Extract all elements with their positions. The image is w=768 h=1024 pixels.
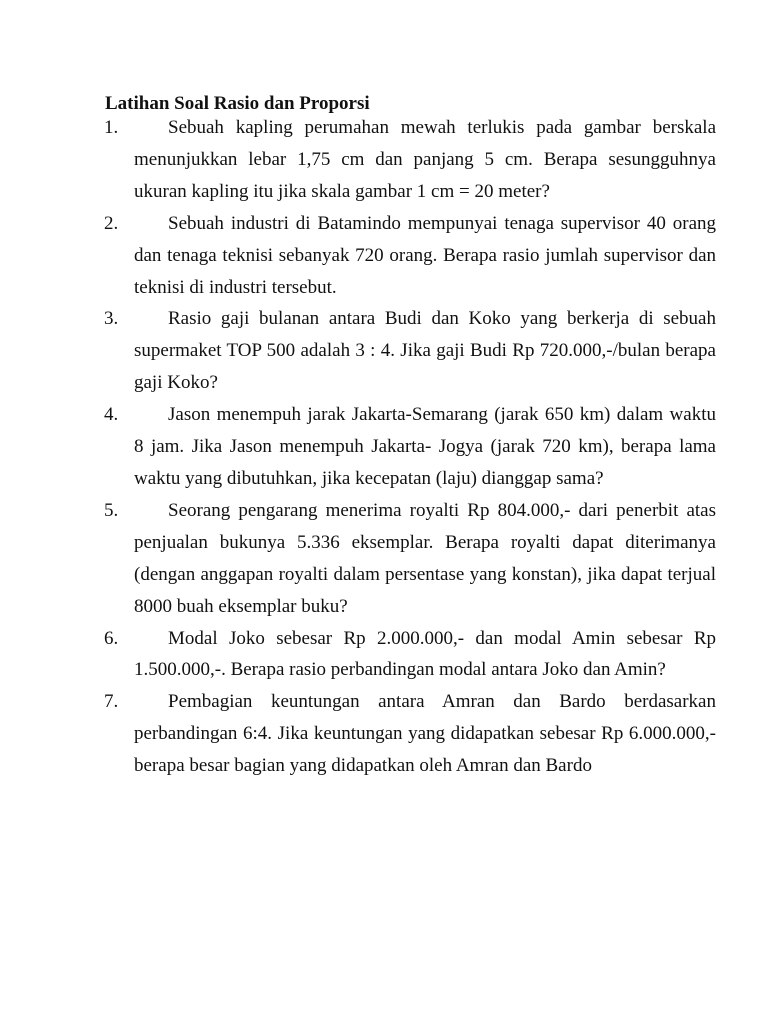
question-number: 1.	[104, 117, 119, 138]
question-text: Pembagian keuntungan antara Amran dan Bardo berdasarkan perbandingan 6:4. Jika keuntungan yang didapatkan sebesar Rp 6.000.000,- berapa besar bagian yang didapatkan oleh Amran dan Bardo	[134, 691, 716, 777]
question-number: 3.	[104, 308, 119, 330]
question-list	[104, 112, 716, 782]
question-item-5	[104, 495, 716, 623]
question-item-7	[104, 686, 716, 782]
question-number: 4.	[104, 404, 119, 426]
question-number: 5.	[104, 499, 119, 521]
question-number: 2.	[104, 212, 119, 234]
question-text: Jason menempuh jarak Jakarta-Semarang (jarak 650 km) dalam waktu 8 jam. Jika Jason menempuh Jakarta- Jogya (jarak 720 km), berapa lama waktu yang dibutuhkan, jika kecepatan (laju) dianggap sama?	[134, 404, 716, 489]
question-text: Sebuah industri di Batamindo mempunyai tenaga supervisor 40 orang dan tenaga teknisi sebanyak 720 orang. Berapa rasio jumlah supervisor dan teknisi di industri tersebut.	[134, 212, 716, 298]
question-text: Rasio gaji bulanan antara Budi dan Koko yang berkerja di sebuah supermaket TOP 500 adalah 3 : 4. Jika gaji Budi Rp 720.000,-/bulan berapa gaji Koko?	[134, 308, 716, 394]
question-item-2	[104, 208, 716, 304]
question-item-6	[104, 623, 716, 687]
question-text: Seorang pengarang menerima royalti Rp 804.000,- dari penerbit atas penjualan bukunya 5.336 eksemplar. Berapa royalti dapat diterimanya (dengan anggapan royalti dalam persentase yang konstan), jika dapat terjual 8000 buah eksemplar buku?	[134, 499, 716, 617]
question-number: 7.	[104, 691, 119, 713]
question-text: Modal Joko sebesar Rp 2.000.000,- dan modal Amin sebesar Rp 1.500.000,-. Berapa rasio perbandingan modal antara Joko dan Amin?	[134, 627, 716, 681]
question-item-3	[104, 303, 716, 399]
question-number: 6.	[104, 627, 119, 649]
question-item-1	[104, 112, 716, 208]
question-text: Sebuah kapling perumahan mewah terlukis pada gambar berskala menunjukkan lebar 1,75 cm dan panjang 5 cm. Berapa sesungguhnya ukuran kapling itu jika skala gambar 1 cm = 20 meter?	[134, 117, 716, 202]
document-title: Latihan Soal Rasio dan Proporsi	[105, 93, 370, 114]
question-item-4	[104, 399, 716, 495]
